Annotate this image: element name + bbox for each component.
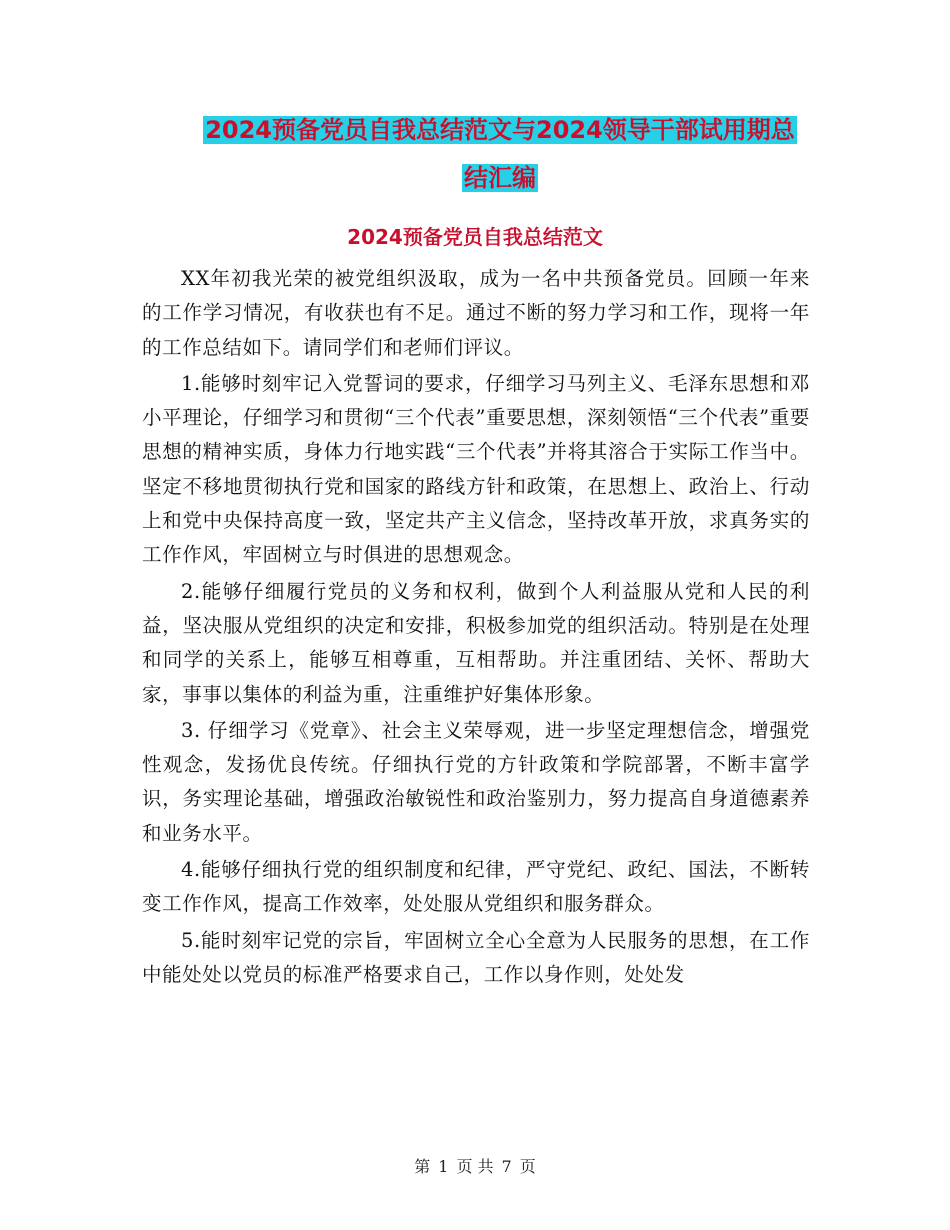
document-title-line-2: 结汇编 <box>464 164 536 192</box>
paragraph-item-1: 1.能够时刻牢记入党誓词的要求，仔细学习马列主义、毛泽东思想和邓小平理论，仔细学习和贯彻“三个代表”重要思想，深刻领悟“三个代表”重要思想的精神实质，身体力行地实践“三个代表”并将其溶合于实际工作当中。坚定不移地贯彻执行党和国家的路线方针和政策，在思想上、政治上、行动上和党中央保持高度一致，坚定共产主义信念，坚持改革开放，求真务实的工作作风，牢固树立与时俱进的思想观念。 <box>142 371 810 567</box>
paragraph-item-4: 4.能够仔细执行党的组织制度和纪律，严守党纪、政纪、国法，不断转变工作作风，提高工作效率，处处服从党组织和服务群众。 <box>142 858 810 916</box>
document-title <box>140 106 860 202</box>
page-footer <box>0 1154 950 1177</box>
section-title: 2024预备党员自我总结范文 <box>347 225 603 249</box>
paragraph-item-2: 2.能够仔细履行党员的义务和权利，做到个人利益服从党和人民的利益，坚决服从党组织的决定和安排，积极参加党的组织活动。特别是在处理和同学的关系上，能够互相尊重，互相帮助。并注重团结、关怀、帮助大家，事事以集体的利益为重，注重维护好集体形象。 <box>142 579 810 706</box>
footer-suffix: 页 <box>519 1157 536 1176</box>
paragraph-item-5: 5.能时刻牢记党的宗旨，牢固树立全心全意为人民服务的思想，在工作中能处处以党员的标准严格要求自己，工作以身作则，处处发 <box>142 928 810 986</box>
footer-page-number: 1 <box>438 1157 449 1176</box>
body-text <box>142 262 810 994</box>
paragraph-intro: XX年初我光荣的被党组织汲取，成为一名中共预备党员。回顾一年来的工作学习情况，有收获也有不足。通过不断的努力学习和工作，现将一年的工作总结如下。请同学们和老师们评议。 <box>142 267 810 359</box>
footer-mid: 页 共 <box>456 1157 494 1176</box>
paragraph-item-3: 3. 仔细学习《党章》、社会主义荣辱观，进一步坚定理想信念，增强党性观念，发扬优良传统。仔细执行党的方针政策和学院部署，不断丰富学识，务实理论基础，增强政治敏锐性和政治鉴别力，努力提高自身道德素养和业务水平。 <box>142 718 810 845</box>
document-title-line-1: 2024预备党员自我总结范文与2024领导干部试用期总 <box>205 116 795 144</box>
footer-total-pages: 7 <box>501 1157 512 1176</box>
footer-prefix: 第 <box>414 1157 431 1176</box>
